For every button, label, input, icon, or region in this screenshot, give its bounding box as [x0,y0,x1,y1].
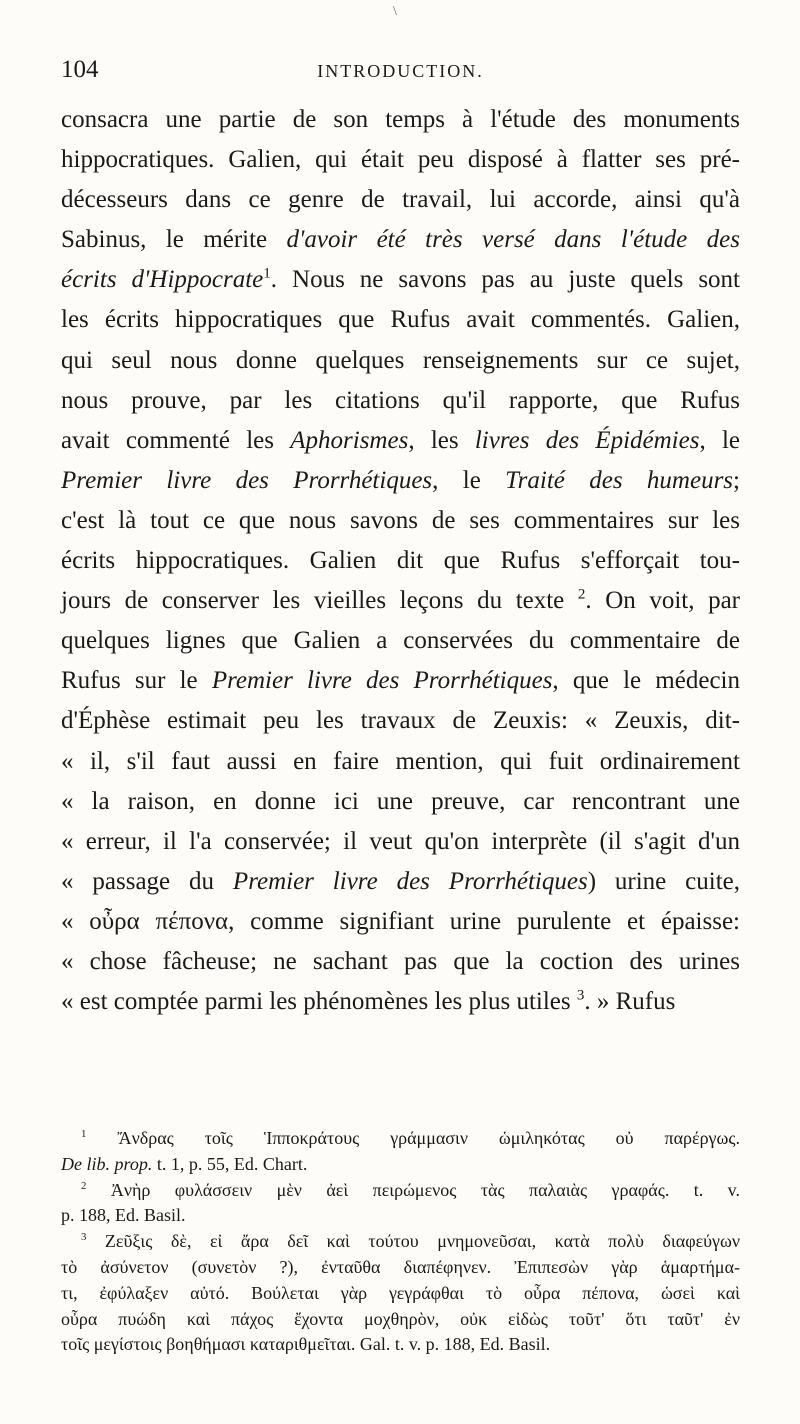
footnotes [61,1126,740,1358]
footnote-ref: 1 [263,266,271,283]
body-line [61,501,740,541]
text-run: τι, ἐφύλαξεν αὐτό. Βούλεται γὰρ γεγράφθαι τὸ οὖρα πέπονα, ὡσεὶ καὶ [61,1282,740,1303]
text-run: Ζεῦξις δὲ, εἰ ἄρα δεῖ καὶ τούτου μνημονεῦσαι, κατὰ πολὺ διαφεύγων [86,1231,740,1252]
footnote-line [61,1126,740,1152]
text-run: . Nous ne savons pas au juste quels sont [270,266,740,294]
text-run: t. 1, p. 55, Ed. Chart. [152,1153,308,1174]
text-run: les écrits hippocratiques que Rufus avait commentés. Galien, [61,306,740,334]
text-run: qui seul nous donne quelques renseignements sur ce sujet, [61,346,740,374]
text-run: « est comptée parmi les phénomènes les plus utiles [61,988,577,1016]
text-run: quelques lignes que Galien a conservées du commentaire de [61,627,740,655]
italic-text: écrits d'Hippocrate [61,266,264,294]
body-line [61,701,740,741]
text-run: « passage du [61,867,233,895]
text-run: τὸ ἀσύνετον (συνετὸν ?), ἐνταῦθα διαπέφηνεν. Ἐπιπεσὼν γὰρ ἁμαρτήμα- [61,1256,740,1277]
text-run: jours de conserver les vieilles leçons du texte [61,587,578,615]
body-line [61,220,740,260]
italic-text: Traité des humeurs [505,466,734,494]
body-line [61,782,740,822]
text-run: τοῖς μεγίστοις βοηθήμασι καταριθμεῖται. Gal. t. v. p. 188, Ed. Basil. [61,1334,551,1355]
footnote-line [61,1203,740,1229]
text-run: Ἀνὴρ φυλάσσειν μὲν ἀεὶ πειρώμενος τὰς παλαιὰς γραφάς. t. v. [86,1179,740,1200]
body-line [61,461,740,501]
text-run: c'est là tout ce que nous savons de ses commentaires sur les [61,506,740,534]
text-run: , le [699,426,741,454]
page-number: 104 [61,56,99,83]
body-line [61,300,740,340]
footnote-ref: 3 [81,1231,87,1244]
footnote-line [61,1178,740,1204]
text-run: « la raison, en donne ici une preuve, car rencontrant une [61,787,740,815]
italic-text: livres des Épidémies [474,426,700,454]
body-text [61,100,740,1022]
italic-text: Premier livre des Prorrhétiques [61,466,433,494]
text-run: « erreur, il l'a conservée; il veut qu'on interprète (il s'agit d'un [61,827,740,855]
text-run: , que le médecin [552,667,740,695]
footnote-ref: 3 [576,987,585,1004]
footnote-line [61,1229,740,1255]
body-line [61,421,740,461]
page-header [61,56,740,86]
text-run: Sabinus, le mérite [61,226,287,254]
footnote-ref: 2 [577,586,586,603]
body-line [61,381,740,421]
footnote-ref: 1 [81,1128,87,1140]
top-margin-mark: \ [393,4,397,19]
text-run: , le [432,466,506,494]
italic-text: De lib. prop. [61,1153,153,1174]
footnote-line [61,1255,740,1281]
body-line [61,140,740,180]
text-run: . On voit, par [585,587,740,615]
body-line [61,742,740,782]
text-run: nous prouve, par les citations qu'il rapporte, que Rufus [61,386,740,414]
body-line [61,180,740,220]
text-run: Rufus sur le [61,667,212,695]
text-run: hippocratiques. Galien, qui était peu disposé à flatter ses pré- [61,146,740,174]
text-run: Ἄνδρας τοῖς Ἱπποκράτους γράμμασιν ὡμιληκότας οὐ παρέργως. [86,1128,740,1148]
text-run: écrits hippocratiques. Galien dit que Rufus s'efforçait tou- [61,547,740,575]
text-run: décesseurs dans ce genre de travail, lui accorde, ainsi qu'à [61,186,740,214]
body-line [61,621,740,661]
text-run: « chose fâcheuse; ne sachant pas que la coction des urines [61,947,740,975]
italic-text: Aphorismes [290,426,409,454]
italic-text: Premier livre des Prorrhétiques [211,667,553,695]
text-run: « οὖρα πέπονα, comme signifiant urine purulente et épaisse: [61,907,740,935]
body-line [61,581,740,621]
italic-text: Premier livre des Prorrhétiques [232,867,588,895]
body-line [61,100,740,140]
text-run: p. 188, Ed. Basil. [61,1205,186,1226]
text-run: d'Éphèse estimait peu les travaux de Zeuxis: « Zeuxis, dit- [61,707,740,735]
footnote-line [61,1281,740,1307]
body-line [61,541,740,581]
footnote-line [61,1332,740,1358]
italic-text: d'avoir été très versé dans l'étude des [286,226,740,254]
text-run: οὖρα πυώδη καὶ πάχος ἔχοντα μοχθηρὸν, οὐκ εἰδὼς τοῦτ' ὅτι ταῦτ' ἐν [61,1308,740,1329]
text-run: ; [733,466,740,494]
footnote-ref: 2 [81,1179,87,1192]
body-line [61,341,740,381]
running-title: INTRODUCTION. [317,61,484,81]
text-run: avait commenté les [61,426,291,454]
body-line [61,260,740,300]
text-run: ) urine cuite, [587,867,740,895]
body-line [61,942,740,982]
text-run: consacra une partie de son temps à l'étude des monuments [61,106,740,133]
text-run: , les [408,426,475,454]
body-line [61,982,740,1022]
body-line [61,822,740,862]
text-run: . » Rufus [584,988,676,1016]
footnote-line [61,1307,740,1333]
footnote-line [61,1152,740,1178]
body-line [61,862,740,902]
body-line [61,902,740,942]
body-line [61,661,740,701]
text-run: « il, s'il faut aussi en faire mention, qui fuit ordinairement [61,747,740,775]
